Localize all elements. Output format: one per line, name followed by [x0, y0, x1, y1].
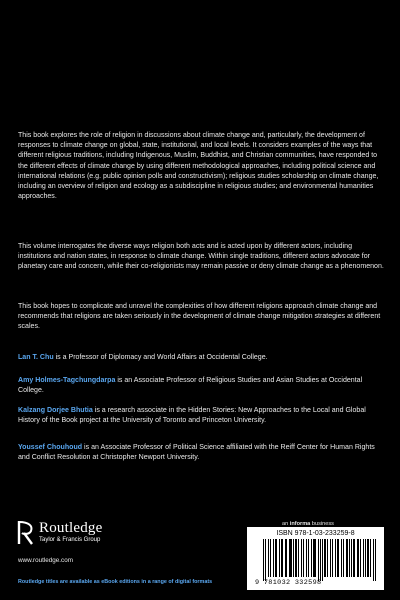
barcode-bar	[286, 539, 287, 577]
barcode-bar	[332, 539, 333, 577]
barcode-bar	[335, 539, 336, 577]
barcode-bar	[341, 539, 342, 577]
author-bio-text: is a research associate in the Hidden Stories: New Approaches to the Local and Global History of the Book project at the University of Toronto and Princeton University.	[18, 407, 366, 425]
barcode-bar	[308, 539, 309, 577]
barcode-bar	[375, 539, 376, 581]
description-paragraph-1: This book explores the role of religion in discussions about climate change and, particularly, the development of responses to climate change on global, state, institutional, and local levels. It considers examples of the ways that different religious traditions, including Indigenous, Muslim, Buddhist, and Christian communities, have responded to the different effects of climate change by using different methodological approaches, including political science and international relations (e.g. public opinion polls and constructivism); religious studies scholarship on climate change, including an overview of religion and ecology as a subdiscipline in religious studies; and environmental humanities approaches.	[18, 132, 379, 201]
barcode-bar	[318, 539, 319, 581]
barcode-bar	[360, 539, 361, 577]
barcode-bar	[279, 539, 280, 577]
barcode-bar	[322, 539, 323, 581]
barcode-bar	[265, 539, 266, 581]
publisher-group: Taylor & Francis Group	[39, 537, 101, 543]
author-name: Amy Holmes-Tagchungdarpa	[18, 377, 116, 384]
barcode-bar	[351, 539, 352, 577]
barcode-bar	[357, 539, 360, 577]
author-bio	[18, 376, 386, 396]
barcode-bar	[303, 539, 305, 577]
barcode-bar	[370, 539, 371, 577]
barcode-bar	[337, 539, 340, 577]
barcode-bar	[363, 539, 364, 577]
barcode-bars	[263, 539, 377, 579]
informa-suffix: business	[310, 521, 334, 527]
publisher-logo	[17, 520, 162, 560]
barcode-bar	[343, 539, 344, 577]
barcode-bar	[306, 539, 307, 577]
barcode-digits: 9 781032 332598	[255, 579, 322, 587]
barcode-bar	[373, 539, 374, 581]
barcode-bar	[275, 539, 278, 577]
barcode-bar	[320, 539, 321, 581]
barcode-bar	[298, 539, 299, 577]
barcode-bar	[270, 539, 271, 577]
barcode-bar	[313, 539, 316, 577]
barcode-bar	[268, 539, 270, 577]
barcode-bar	[293, 539, 294, 577]
barcode-bar	[289, 539, 292, 577]
barcode-bar	[330, 539, 332, 577]
author-name: Lan T. Chu	[18, 354, 54, 361]
barcode-bar	[365, 539, 366, 577]
informa-prefix: an	[282, 521, 290, 527]
barcode-bar	[311, 539, 313, 577]
author-bio	[18, 353, 386, 363]
barcode-bar	[324, 539, 326, 577]
author-name: Youssef Chouhoud	[18, 444, 83, 451]
barcode-bar	[346, 539, 348, 577]
publisher-website[interactable]: www.routledge.com	[18, 557, 73, 564]
isbn-barcode	[247, 527, 384, 590]
barcode-bar	[295, 539, 297, 577]
routledge-logo-icon	[17, 520, 35, 546]
informa-name: informa	[289, 521, 311, 527]
ebook-availability-note: Routledge titles are available as eBook editions in a range of digital formats	[18, 579, 213, 585]
author-name: Kalzang Dorjee Bhutia	[18, 407, 93, 414]
barcode-bar	[301, 539, 302, 577]
isbn-text: ISBN 978-1-03-233259-8	[276, 530, 355, 537]
barcode-bar	[353, 539, 355, 577]
barcode-bar	[273, 539, 274, 577]
barcode-bar	[285, 539, 286, 577]
description-paragraph-3: This book hopes to complicate and unravel the complexities of how different religions approach climate change and recommends that religions are taken seriously in the development of climate change mitigation strategies at different scales.	[18, 303, 381, 331]
barcode-bar	[263, 539, 264, 581]
author-bio-text: is a Professor of Diplomacy and World Affairs at Occidental College.	[53, 354, 268, 361]
publisher-name: Routledge	[39, 520, 103, 536]
barcode-bar	[327, 539, 328, 577]
description-paragraph-2: This volume interrogates the diverse ways religion both acts and is acted upon by different actors, including institutions and nation states, in response to climate change. Within single traditions, different actors advocate for planetary care and concern, while their co-religionists may remain passive or deny climate change as a phenomenon.	[18, 243, 384, 271]
barcode-bar	[349, 539, 350, 577]
author-bio-text: is an Associate Professor of Political Science affiliated with the Reiff Center for Human Rights and Conflict Resolution at Christopher Newport University.	[18, 444, 375, 462]
barcode-bar	[367, 539, 369, 577]
author-bio	[18, 406, 386, 426]
author-bio	[18, 443, 386, 463]
author-bio-text: is an Associate Professor of Religious Studies and Asian Studies at Occidental College.	[18, 377, 363, 395]
barcode-bar	[281, 539, 283, 577]
